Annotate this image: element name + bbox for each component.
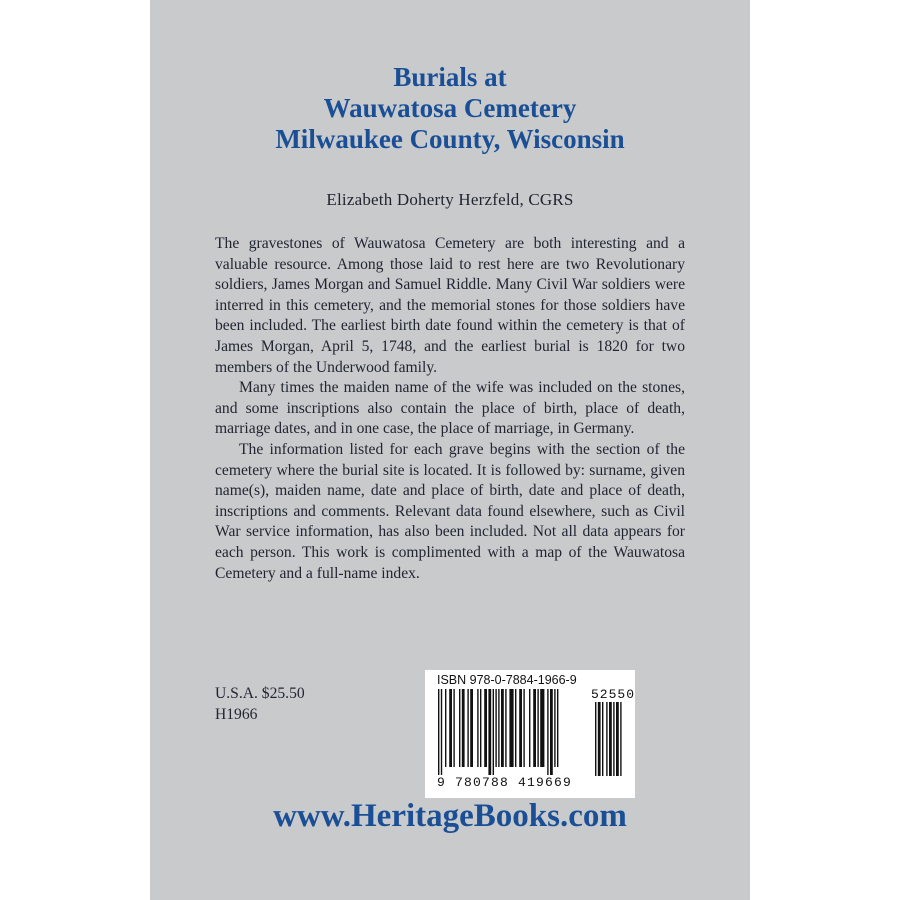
book-back-cover [150, 0, 750, 900]
barcode-bar [533, 689, 536, 767]
barcode-bar [547, 689, 548, 775]
title-line-2: Wauwatosa Cemetery [323, 93, 577, 123]
barcode-bar [488, 689, 491, 775]
ean-barcode-bars [438, 689, 583, 775]
barcode-bar [550, 689, 553, 775]
barcode-bar [453, 689, 454, 767]
barcode-bar [598, 702, 601, 776]
barcode-bar [529, 689, 530, 767]
barcode-bar [459, 689, 460, 767]
barcode-bar [606, 702, 607, 776]
barcode-bar [519, 689, 522, 767]
barcode-bar [509, 689, 513, 767]
barcode-bar [537, 689, 538, 767]
price-code-digits: 52550 [591, 687, 636, 702]
barcode-bar [505, 689, 506, 767]
barcode-bar [470, 689, 473, 767]
item-code: H1966 [215, 705, 258, 723]
barcode-bar [441, 689, 442, 775]
barcode-bar [480, 689, 481, 767]
barcode-bar [523, 689, 524, 767]
price-block [215, 684, 305, 725]
title-line-1: Burials at [393, 62, 507, 92]
barcode-bar [602, 702, 603, 776]
description [215, 234, 685, 584]
barcode-bar [498, 689, 499, 767]
barcode-digits: 9 780788 419669 [437, 775, 573, 790]
barcode-bar [467, 689, 468, 767]
barcode-bar [462, 689, 465, 767]
barcode-bar [438, 689, 439, 775]
barcode-bar [620, 702, 621, 776]
barcode-bar [557, 689, 558, 767]
addon-barcode-bars [595, 702, 623, 776]
author-name: Elizabeth Doherty Herzfeld, CGRS [326, 190, 574, 209]
barcode-bar [493, 689, 494, 775]
title-line-3: Milwaukee County, Wisconsin [275, 124, 625, 154]
isbn-barcode [425, 670, 635, 798]
barcode-bar [484, 689, 487, 767]
description-paragraph-3: The information listed for each grave begins with the section of the cemetery where the burial site is located. It is followed by: surname, given name(s), maiden name, date and place of birth, date and place of death, inscriptions and comments. Relevant data found elsewhere, such as Civil War service information, has also been included. Not all data appears for each person. This work is complimented with a map of the Wauwatosa Cemetery and a full-name index. [215, 440, 685, 582]
barcode-bar [495, 689, 496, 767]
barcode-bar [616, 702, 619, 776]
isbn-label: ISBN 978-0-7884-1966-9 [437, 673, 577, 687]
barcode-bar [477, 689, 478, 767]
publisher-website: www.HeritageBooks.com [273, 798, 627, 834]
price-label: U.S.A. $25.50 [215, 685, 305, 702]
barcode-bar [595, 702, 596, 776]
barcode-bar [445, 689, 446, 767]
barcode-bar [501, 689, 504, 767]
barcode-bar [540, 689, 544, 767]
barcode-bar [554, 689, 555, 767]
barcode-bar [515, 689, 516, 767]
barcode-bar [609, 702, 612, 776]
barcode-bar [449, 689, 452, 767]
description-paragraph-1: The gravestones of Wauwatosa Cemetery are both interesting and a valuable resource. Among those laid to rest here are two Revolutionary soldiers, James Morgan and Samuel Riddle. Many Civil War soldiers were interred in this cemetery, and the memorial stones for those soldiers have been included. The earliest birth date found within the cemetery is that of James Morgan, April 5, 1748, and the earliest burial is 1820 for two members of the Underwood family. [215, 235, 685, 376]
book-title [150, 62, 750, 155]
description-paragraph-2: Many times the maiden name of the wife was included on the stones, and some inscriptions also contain the place of birth, place of death, marriage dates, and in one case, the place of marriage, in Germany. [215, 379, 685, 438]
barcode-bar [613, 702, 614, 776]
